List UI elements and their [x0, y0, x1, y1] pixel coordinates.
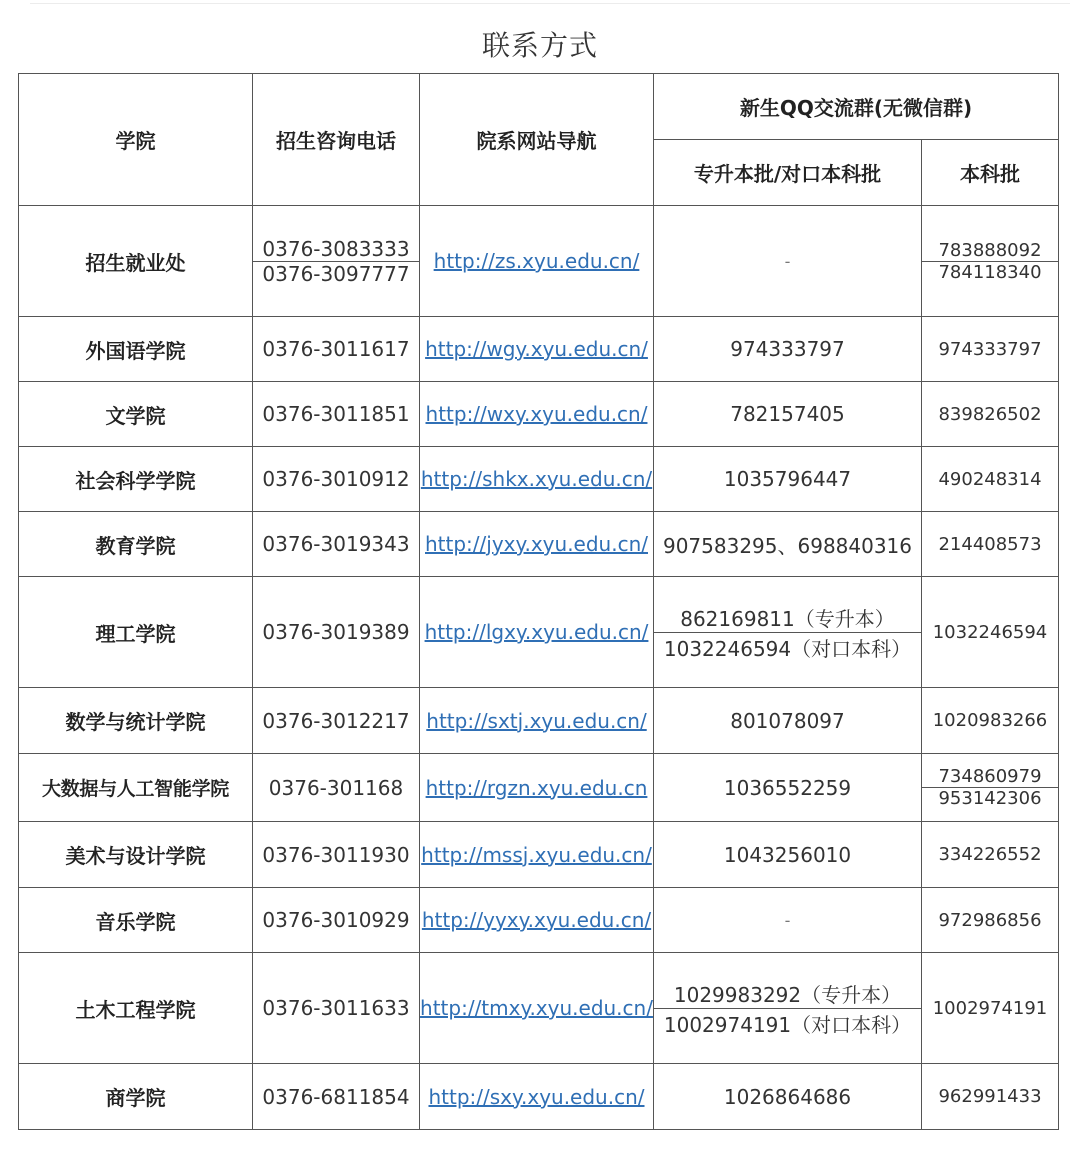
bk-qq-number-stack [922, 240, 1058, 283]
website-link[interactable]: http://yyxy.xyu.edu.cn/ [421, 908, 652, 932]
website-cell [420, 822, 654, 888]
table-row [19, 447, 1059, 512]
zsb-qq-number-stack [654, 979, 921, 1038]
phone-cell: 0376-3019343 [253, 512, 420, 577]
bk-qq-cell: 974333797 [922, 317, 1059, 382]
bk-qq-number: 953142306 [922, 787, 1058, 809]
college-name: 音乐学院 [19, 888, 253, 953]
bk-qq-number-stack [922, 766, 1058, 809]
phone-cell [253, 206, 420, 317]
zsb-qq-number-stack [654, 603, 921, 662]
website-link[interactable]: http://lgxy.xyu.edu.cn/ [424, 620, 649, 644]
table-row [19, 206, 1059, 317]
website-cell [420, 447, 654, 512]
website-cell [420, 206, 654, 317]
zsb-qq-cell: 974333797 [654, 317, 922, 382]
bk-qq-cell: 1002974191 [922, 953, 1059, 1064]
contact-table [18, 73, 1059, 1130]
top-divider [30, 3, 1070, 4]
table-body [19, 206, 1059, 1130]
college-name: 土木工程学院 [19, 953, 253, 1064]
phone-cell: 0376-3012217 [253, 688, 420, 754]
college-name: 理工学院 [19, 577, 253, 688]
zsb-qq-cell: - [654, 888, 922, 953]
page-title: 联系方式 [481, 29, 598, 62]
phone-cell: 0376-3010912 [253, 447, 420, 512]
college-name: 教育学院 [19, 512, 253, 577]
phone-cell: 0376-3011617 [253, 317, 420, 382]
zsb-qq-number: 1029983292（专升本） [673, 982, 902, 1007]
website-cell [420, 382, 654, 447]
college-name: 社会科学学院 [19, 447, 253, 512]
zsb-qq-cell [654, 577, 922, 688]
zsb-qq-cell [654, 953, 922, 1064]
website-cell [420, 754, 654, 822]
header-phone: 招生咨询电话 [253, 74, 420, 206]
bk-qq-cell: 1032246594 [922, 577, 1059, 688]
zsb-qq-number: 862169811（专升本） [680, 606, 895, 631]
bk-qq-cell: 839826502 [922, 382, 1059, 447]
college-name: 外国语学院 [19, 317, 253, 382]
table-row [19, 512, 1059, 577]
website-link[interactable]: http://wxy.xyu.edu.cn/ [425, 402, 648, 426]
college-name: 大数据与人工智能学院 [19, 754, 253, 822]
website-cell [420, 577, 654, 688]
college-name: 文学院 [19, 382, 253, 447]
bk-qq-cell [922, 754, 1059, 822]
website-link[interactable]: http://mssj.xyu.edu.cn/ [421, 842, 652, 867]
zsb-qq-number: 1002974191（对口本科） [654, 1008, 921, 1038]
zsb-qq-cell: - [654, 206, 922, 317]
bk-qq-cell: 214408573 [922, 512, 1059, 577]
website-link[interactable]: http://wgy.xyu.edu.cn/ [425, 337, 648, 361]
table-row [19, 688, 1059, 754]
zsb-qq-cell: 1043256010 [654, 822, 922, 888]
college-name: 招生就业处 [19, 206, 253, 317]
website-cell [420, 317, 654, 382]
bk-qq-number: 734860979 [938, 766, 1042, 787]
phone-number-stack [253, 237, 419, 286]
table-row [19, 822, 1059, 888]
website-cell [420, 953, 654, 1064]
phone-number: 0376-3083333 [262, 236, 410, 261]
website-cell [420, 688, 654, 754]
table-row [19, 317, 1059, 382]
table-row [19, 953, 1059, 1064]
phone-cell: 0376-3019389 [253, 577, 420, 688]
website-link[interactable]: http://sxy.xyu.edu.cn/ [428, 1084, 645, 1109]
phone-cell: 0376-3010929 [253, 888, 420, 953]
zsb-qq-cell: 1035796447 [654, 447, 922, 512]
header-zsb: 专升本批/对口本科批 [654, 140, 922, 206]
phone-cell: 0376-3011851 [253, 382, 420, 447]
header-bk: 本科批 [922, 140, 1059, 206]
website-cell [420, 512, 654, 577]
website-link[interactable]: http://sxtj.xyu.edu.cn/ [426, 708, 647, 733]
website-cell [420, 1064, 654, 1130]
zsb-qq-cell: 801078097 [654, 688, 922, 754]
table-row [19, 888, 1059, 953]
phone-cell: 0376-3011633 [253, 953, 420, 1064]
zsb-qq-cell: 782157405 [654, 382, 922, 447]
zsb-qq-cell: 1036552259 [654, 754, 922, 822]
header-college: 学院 [19, 74, 253, 206]
website-link[interactable]: http://jyxy.xyu.edu.cn/ [425, 532, 648, 556]
header-qq-group: 新生QQ交流群(无微信群) [654, 74, 1059, 140]
college-name: 数学与统计学院 [19, 688, 253, 754]
bk-qq-cell: 1020983266 [922, 688, 1059, 754]
phone-cell: 0376-3011930 [253, 822, 420, 888]
website-link[interactable]: http://zs.xyu.edu.cn/ [433, 249, 640, 273]
header-website: 院系网站导航 [420, 74, 654, 206]
bk-qq-cell: 490248314 [922, 447, 1059, 512]
table-row [19, 754, 1059, 822]
bk-qq-cell: 962991433 [922, 1064, 1059, 1130]
zsb-qq-cell: 907583295、698840316 [654, 512, 922, 577]
website-cell [420, 888, 654, 953]
bk-qq-number: 784118340 [922, 261, 1058, 283]
bk-qq-cell [922, 206, 1059, 317]
table-row [19, 382, 1059, 447]
phone-cell: 0376-6811854 [253, 1064, 420, 1130]
college-name: 商学院 [19, 1064, 253, 1130]
website-link[interactable]: http://tmxy.xyu.edu.cn/ [420, 996, 653, 1020]
website-link[interactable]: http://shkx.xyu.edu.cn/ [420, 467, 653, 491]
bk-qq-cell: 334226552 [922, 822, 1059, 888]
bk-qq-cell: 972986856 [922, 888, 1059, 953]
college-name: 美术与设计学院 [19, 822, 253, 888]
table-row [19, 1064, 1059, 1130]
website-link[interactable]: http://rgzn.xyu.edu.cn [425, 775, 648, 800]
phone-number: 0376-3097777 [253, 261, 419, 286]
bk-qq-number: 783888092 [938, 239, 1042, 261]
zsb-qq-number: 1032246594（对口本科） [654, 632, 921, 662]
table-row [19, 577, 1059, 688]
phone-cell: 0376-301168 [253, 754, 420, 822]
zsb-qq-cell: 1026864686 [654, 1064, 922, 1130]
